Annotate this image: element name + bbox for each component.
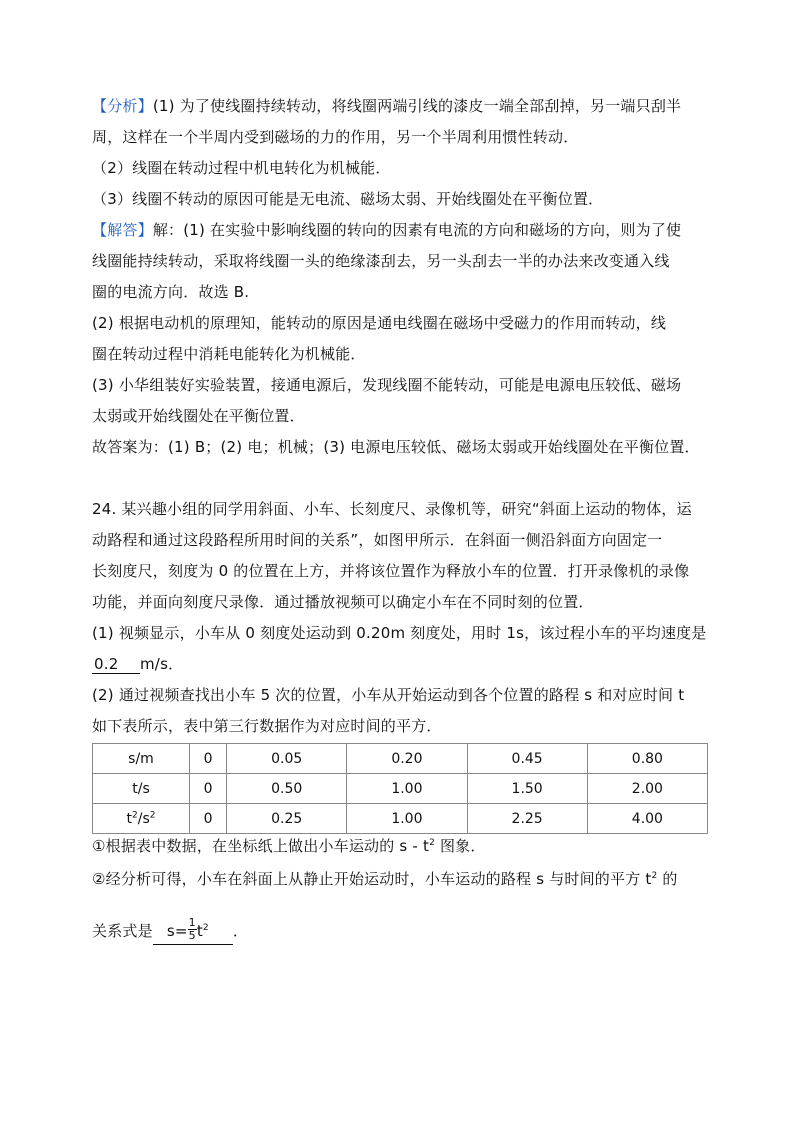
answer-blank-2: s= $\frac{1}{5}$ $t^2$ [153, 919, 233, 945]
row-header: $t^2/s^2$ [93, 804, 190, 834]
table-cell: 0.80 [587, 744, 707, 774]
table-cell: 0.50 [227, 774, 347, 804]
q24-relation: 关系式是 s= $\frac{1}{5}$ $t^2$ ． [92, 918, 712, 945]
q24-sub-1: ①根据表中数据，在坐标纸上做出小车运动的 s - $t^2$ 图象． [92, 837, 486, 855]
q24-line-4: 功能，并面向刻度尺录像．通过播放视频可以确定小车在不同时刻的位置． [92, 593, 594, 611]
analysis-line-4: （3）线圈不转动的原因可能是无电流、磁场太弱、开始线圈处在平衡位置． [92, 190, 604, 208]
answer-line-3: 圈的电流方向．故选 B. [92, 283, 250, 301]
table-cell: 4.00 [587, 804, 707, 834]
q24-line-6: (2) 通过视频查找出小车 5 次的位置，小车从开始运动到各个位置的路程 s 和对应时间 t [92, 686, 685, 704]
analysis-line-3: （2）线圈在转动过程中机电转化为机械能． [92, 159, 391, 177]
table-row [93, 744, 708, 774]
q24-line-5: (1) 视频显示，小车从 0 刻度处运动到 0.20m 刻度处，用时 1s，该过程小车的平均速度是 [92, 624, 707, 642]
data-table [92, 743, 708, 834]
table-cell: 2.00 [587, 774, 707, 804]
answer-line-7: 太弱或开始线圈处在平衡位置． [92, 407, 305, 425]
table-row [93, 774, 708, 804]
table-cell: 0 [190, 804, 227, 834]
q24-sub-2: ②经分析可得，小车在斜面上从静止开始运动时，小车运动的路程 s 与时间的平方 $t^2$ 的 [92, 870, 678, 888]
table-cell: 0.05 [227, 744, 347, 774]
answer-line-5: 圈在转动过程中消耗电能转化为机械能． [92, 345, 366, 363]
row-header: s/m [93, 744, 190, 774]
table-cell: 2.25 [467, 804, 587, 834]
answer-blank-1: 0.2 [92, 655, 140, 674]
table-cell: 1.00 [347, 804, 467, 834]
table-cell: 0 [190, 744, 227, 774]
fraction: $\frac{1}{5}$ [188, 916, 196, 942]
q24-answer-1: 0.2 m/s． [94, 655, 184, 673]
table-cell: 1.00 [347, 774, 467, 804]
analysis-line-1: 【分析】(1) 为了使线圈持续转动，将线圈两端引线的漆皮一端全部刮掉，另一端只刮半 [92, 97, 682, 115]
table-cell: 0.45 [467, 744, 587, 774]
row-header: t/s [93, 774, 190, 804]
q24-line-2: 动路程和通过这段路程所用时间的关系”，如图甲所示．在斜面一侧沿斜面方向固定一 [92, 531, 663, 549]
q24-line-1: 24. 某兴趣小组的同学用斜面、小车、长刻度尺、录像机等，研究“斜面上运动的物体，运 [92, 500, 692, 518]
answer-line-6: (3) 小华组装好实验装置，接通电源后，发现线圈不能转动，可能是电源电压较低、磁场 [92, 376, 682, 394]
table-cell: 0.25 [227, 804, 347, 834]
analysis-line-2: 周，这样在一个半周内受到磁场的力的作用，另一个半周利用惯性转动． [92, 128, 579, 146]
answer-line-8: 故答案为：(1) B；(2) 电；机械；(3) 电源电压较低、磁场太弱或开始线圈处在平衡位置． [92, 438, 700, 456]
table-cell: 0.20 [347, 744, 467, 774]
table-cell: 0 [190, 774, 227, 804]
analysis-tag: 【分析】 [92, 97, 153, 115]
answer-line-2: 线圈能持续转动，采取将线圈一头的绝缘漆刮去，另一头刮去一半的办法来改变通入线 [92, 252, 670, 270]
table-row [93, 804, 708, 834]
answer-tag: 【解答】 [92, 221, 153, 239]
q24-line-7: 如下表所示，表中第三行数据作为对应时间的平方． [92, 717, 442, 735]
answer-line-1: 【解答】解：(1) 在实验中影响线圈的转向的因素有电流的方向和磁场的方向，则为了使 [92, 221, 682, 239]
q24-line-3: 长刻度尺，刻度为 0 的位置在上方，并将该位置作为释放小车的位置．打开录像机的录像 [92, 562, 690, 580]
answer-line-4: (2) 根据电动机的原理知，能转动的原因是通电线圈在磁场中受磁力的作用而转动，线 [92, 314, 667, 332]
table-cell: 1.50 [467, 774, 587, 804]
